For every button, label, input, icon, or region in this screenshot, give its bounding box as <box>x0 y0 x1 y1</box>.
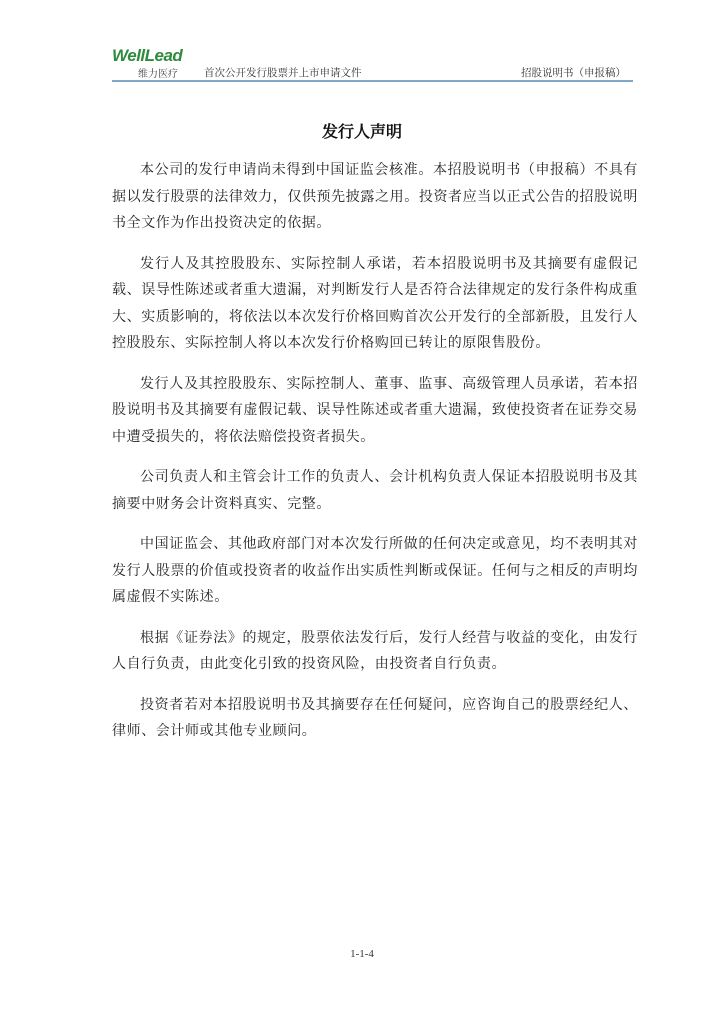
header-divider <box>112 80 633 82</box>
company-logo: WellLead <box>112 46 183 65</box>
company-logo-subtitle: 维力医疗 <box>138 69 178 80</box>
paragraph: 本公司的发行申请尚未得到中国证监会核准。本招股说明书（申报稿）不具有据以发行股票的法律效力，仅供预先披露之用。投资者应当以正式公告的招股说明书全文作为作出投资决定的依据。 <box>112 162 638 231</box>
paragraph: 根据《证券法》的规定，股票依法发行后，发行人经营与收益的变化，由发行人自行负责，由此变化引致的投资风险，由投资者自行负责。 <box>112 629 638 672</box>
paragraph: 公司负责人和主管会计工作的负责人、会计机构负责人保证本招股说明书及其摘要中财务会计资料真实、完整。 <box>112 469 638 512</box>
paragraph: 发行人及其控股股东、实际控制人、董事、监事、高级管理人员承诺，若本招股说明书及其摘要有虚假记载、误导性陈述或者重大遗漏，致使投资者在证券交易中遭受损失的，将依法赔偿投资者损失。 <box>112 375 638 445</box>
page-number: 1-1-4 <box>350 948 374 960</box>
page-title: 发行人声明 <box>321 122 402 141</box>
statement-body <box>112 157 638 759</box>
paragraph: 中国证监会、其他政府部门对本次发行所做的任何决定或意见，均不表明其对发行人股票的价值或投资者的收益作出实质性判断或保证。任何与之相反的声明均属虚假不实陈述。 <box>112 536 638 605</box>
document-type: 招股说明书（申报稿） <box>521 67 626 79</box>
paragraph: 投资者若对本招股说明书及其摘要存在任何疑问，应咨询自己的股票经纪人、律师、会计师或其他专业顾问。 <box>112 696 638 739</box>
page-header <box>112 46 632 80</box>
paragraph: 发行人及其控股股东、实际控制人承诺，若本招股说明书及其摘要有虚假记载、误导性陈述或者重大遗漏，对判断发行人是否符合法律规定的发行条件构成重大、实质影响的，将依法以本次发行价格回购首次公开发行的全部新股，且发行人控股股东、实际控制人将以本次发行价格购回已转让的原限售股份。 <box>112 255 638 351</box>
document-title: 首次公开发行股票并上市申请文件 <box>204 67 362 79</box>
